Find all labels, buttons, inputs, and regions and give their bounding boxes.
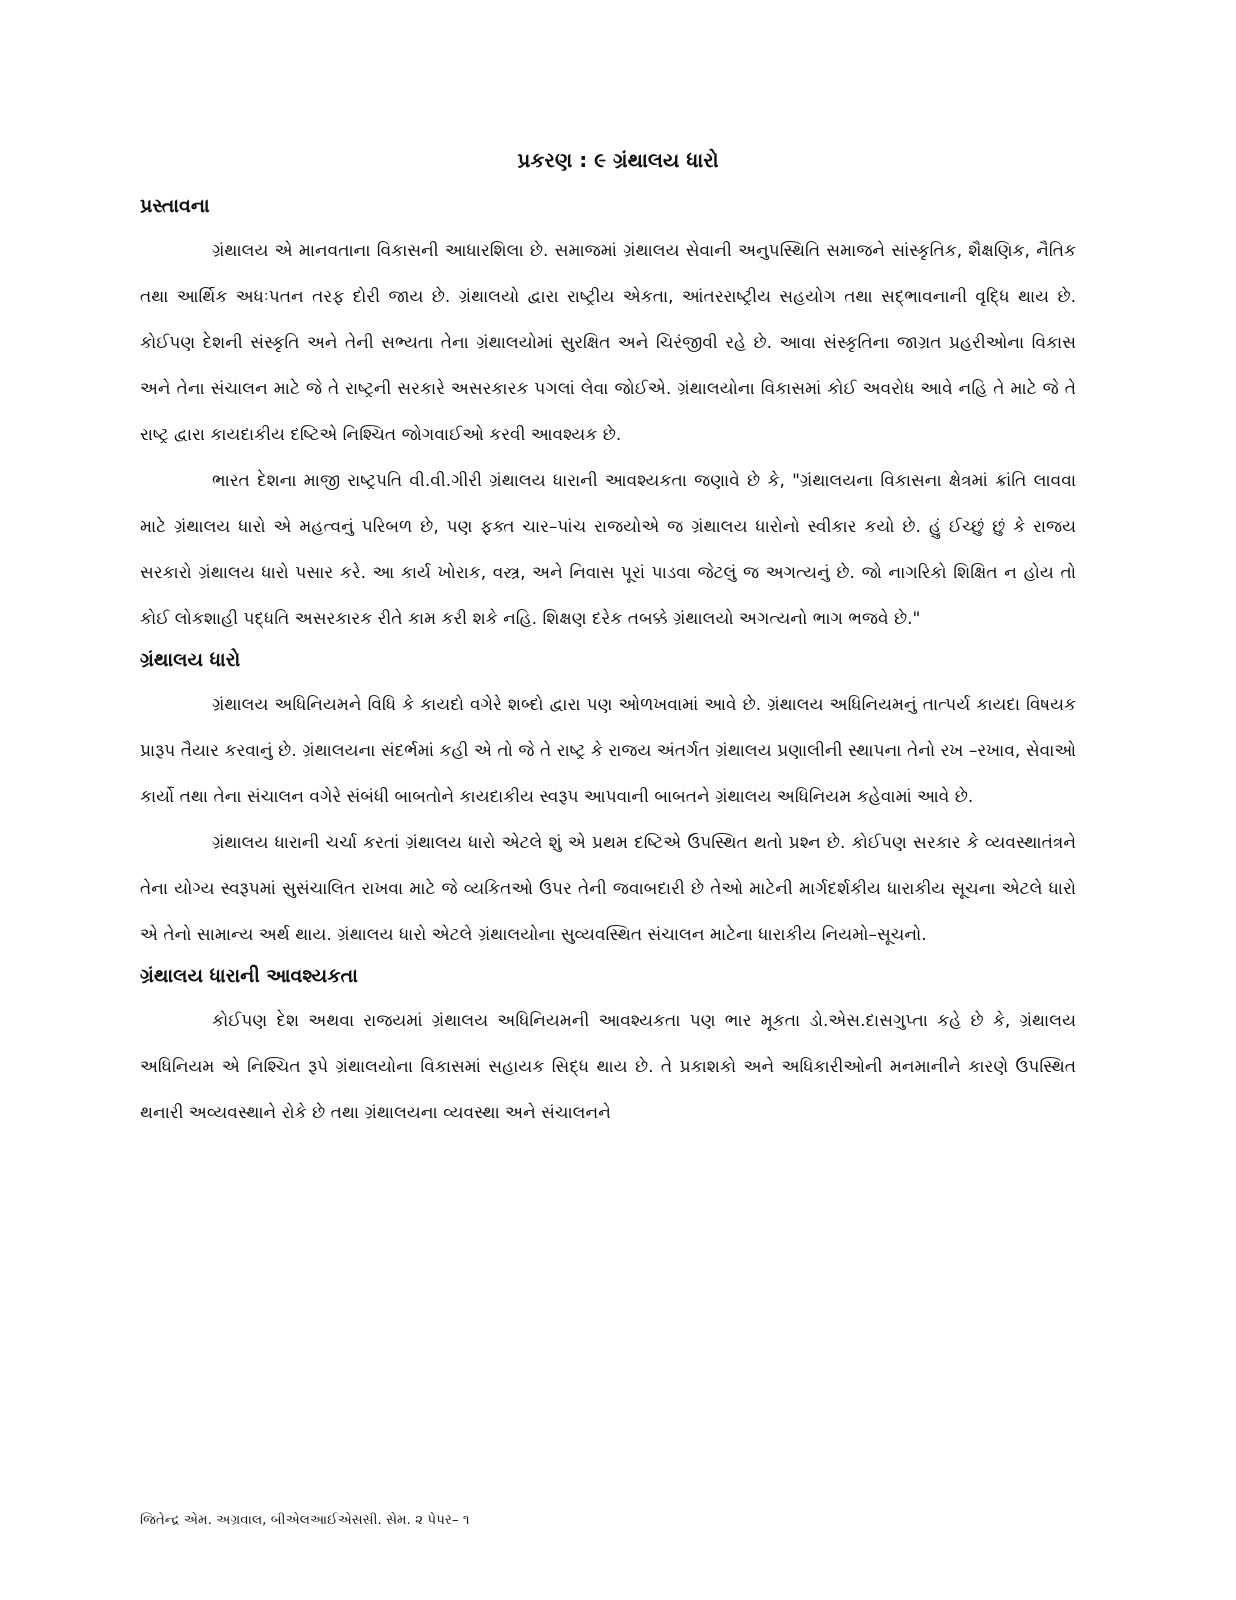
paragraph: કોઈપણ દેશ અથવા રાજયમાં ગ્રંથાલય અધિનિયમની આવશ્યકતા પણ ભાર મૂકતા ડો.એસ.દાસગુપ્તા કહે છે કે, ગ્રંથાલય અધિનિયમ એ નિશ્ચિત રૂપે ગ્રંથાલયોના વિકાસમાં સહાયક સિદ્ધ થાય છે. તે પ્રકાશકો અને અધિકારીઓની મનમાનીને કારણે ઉપસ્થિત થનારી અવ્યવસ્થાને રોકે છે તથા ગ્રંથાલયના વ્યવસ્થા અને સંચાલનને bbox=[140, 1011, 1077, 1123]
paragraph: ભારત દેશના માજી રાષ્ટ્રપતિ વી.વી.ગીરી ગ્રંથાલય ધારાની આવશ્યકતા જણાવે છે કે, "ગ્રંથાલયના વિકાસના ક્ષેત્રમાં ક્રાંતિ લાવવા માટે ગ્રંથાલય ધારો એ મહત્વનું પરિબળ છે, પણ ફક્ત ચાર–પાંચ રાજયોએ જ ગ્રંથાલય ધારોનો સ્વીકાર કયો છે. હું ઈચ્છું છું કે રાજય સરકારો ગ્રંથાલય ધારો પસાર કરે. આ કાર્ય ખોરાક, વસ્ત્ર, અને નિવાસ પૂરાં પાડવા જેટલું જ અગત્યનું છે. જો નાગરિકો શિક્ષિત ન હોય તો કોઈ લોકશાહી પદ્ધતિ અસરકારક રીતે કામ કરી શકે નહિ. શિક્ષણ દરેક તબક્કે ગ્રંથાલયો અગત્યનો ભાગ ભજવે છે." bbox=[140, 471, 1076, 629]
section-heading-library-act: ગ્રંથાલય ધારો bbox=[140, 649, 241, 671]
paragraph: ગ્રંથાલય અધિનિયમને વિધિ કે કાયદો વગેરે શબ્દો દ્વારા પણ ઓળખવામાં આવે છે. ગ્રંથાલય અધિનિયમનું તાત્પર્ય કાયદા વિષયક પ્રારૂપ તૈયાર કરવાનું છે. ગ્રંથાલયના સંદર્ભમાં કહી એ તો જે તે રાષ્ટ્ર કે રાજય અંતર્ગત ગ્રંથાલય પ્રણાલીની સ્થાપના તેનો રખ –રખાવ, સેવાઓ કાર્યો તથા તેના સંચાલન વગેરે સંબંધી બાબતોને કાયદાકીય સ્વરૂપ આપવાની બાબતને ગ્રંથાલય અધિનિયમ કહેવામાં આવે છે. bbox=[140, 695, 1076, 807]
paragraph: ગ્રંથાલય ધારાની ચર્ચા કરતાં ગ્રંથાલય ધારો એટલે શું એ પ્રથમ દષ્ટિએ ઉપસ્થિત થતો પ્રશ્ન છે. કોઈપણ સરકાર કે વ્યવસ્થાતંત્રને તેના યોગ્ય સ્વરૂપમાં સુસંચાલિત રાખવા માટે જે વ્યકિતઓ ઉપર તેની જવાબદારી છે તેઓ માટેની માર્ગદર્શકીય ધારાકીય સૂચના એટલે ધારો એ તેનો સામાન્ય અર્થ થાય. ગ્રંથાલય ધારો એટલે ગ્રંથાલયોના સુવ્યવસ્થિત સંચાલન માટેના ધારાકીય નિયમો–સૂચનો. bbox=[140, 833, 1076, 945]
section-heading-need-for-act: ગ્રંથાલય ધારાની આવશ્યકતા bbox=[140, 965, 358, 987]
chapter-title: પ્રકરણ : ૯ ગ્રંથાલય ધારો bbox=[517, 148, 719, 172]
section-heading-introduction: પ્રસ્તાવના bbox=[140, 195, 210, 217]
paragraph: ગ્રંથાલય એ માનવતાના વિકાસની આધારશિલા છે. સમાજમાં ગ્રંથાલય સેવાની અનુપસ્થિતિ સમાજને સાંસ્કૃતિક, શૈક્ષણિક, નૈતિક તથા આર્થિક અધઃપતન તરફ દોરી જાય છે. ગ્રંથાલયો દ્વારા રાષ્ટ્રીય એકતા, આંતરરાષ્ટ્રીય સહયોગ તથા સદ્ભાવનાની વૃદ્ધિ થાય છે. કોઈપણ દેશની સંસ્કૃતિ અને તેની સભ્યતા તેના ગ્રંથાલયોમાં સુરક્ષિત અને ચિરંજીવી રહે છે. આવા સંસ્કૃતિના જાગ્રત પ્રહરીઓના વિકાસ અને તેના સંચાલન માટે જે તે રાષ્ટ્રની સરકારે અસરકારક પગલાં લેવા જોઈએ. ગ્રંથાલયોના વિકાસમાં કોઈ અવરોધ આવે નહિ તે માટે જે તે રાષ્ટ્ર દ્વારા કાયદાકીય દષ્ટિએ નિશ્ચિત જોગવાઈઓ કરવી આવશ્યક છે. bbox=[140, 241, 1076, 445]
page-footer: જિતેન્દ્ર એમ. અગ્રવાલ, બીએલઆઈએસસી. સેમ. ૨ પેપર– ૧ bbox=[140, 1512, 470, 1528]
document-body bbox=[140, 188, 1076, 1136]
